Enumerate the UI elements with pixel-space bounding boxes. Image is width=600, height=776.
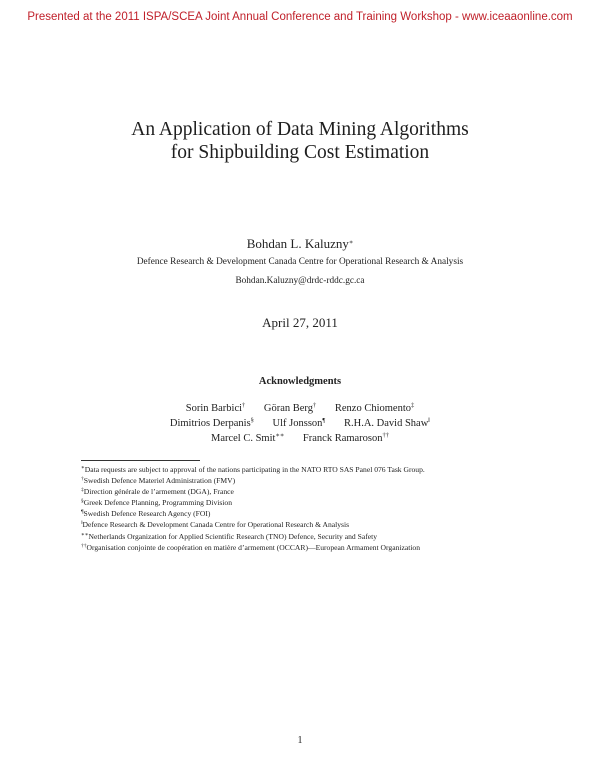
ack-name: R.H.A. David Shaw‖: [344, 417, 431, 429]
author-email: Bohdan.Kaluzny@drdc-rddc.gc.ca: [235, 276, 365, 286]
paper-date: April 27, 2011: [262, 315, 338, 330]
acknowledgments-row-3: [0, 433, 600, 444]
acknowledgments-row-1: [0, 403, 600, 414]
ack-name: Göran Berg†: [263, 402, 317, 414]
acknowledgments-heading: Acknowledgments: [258, 376, 342, 387]
conference-banner: Presented at the 2011 ISPA/SCEA Joint Annual Conference and Training Workshop - www.iceaaonline.com: [27, 11, 573, 23]
footnote: ‖Defence Research & Development Canada Centre for Operational Research & Analysis: [81, 520, 350, 530]
author-name: Bohdan L. Kaluzny: [246, 236, 349, 251]
ack-name: Renzo Chiomento‡: [334, 402, 415, 414]
acknowledgments-row-2: [0, 418, 600, 429]
ack-name: Marcel C. Smit∗∗: [210, 432, 285, 444]
author: [0, 236, 600, 252]
footnote: ∗∗Netherlands Organization for Applied Scientific Research (TNO) Defence, Security and Safety: [81, 531, 378, 541]
footnote: §Greek Defence Planning, Programming Division: [81, 498, 233, 508]
footnote: ¶Swedish Defence Research Agency (FOI): [81, 509, 211, 519]
footnote-rule: [81, 460, 200, 461]
footnote: ††Organisation conjointe de coopération en matière d’armement (OCCAR)—European Armament Organization: [81, 542, 421, 552]
ack-name: Dimitrios Derpanis§: [169, 417, 254, 429]
author-footnote-mark: ∗: [348, 239, 354, 246]
footnotes: [81, 464, 581, 553]
ack-name: Franck Ramaroson††: [302, 432, 390, 444]
paper-title: [0, 118, 600, 164]
ack-name: Ulf Jonsson¶: [272, 417, 326, 429]
footnote: ∗Data requests are subject to approval of the nations participating in the NATO RTO SAS Panel 076 Task Group.: [81, 465, 425, 474]
affiliation: Defence Research & Development Canada Centre for Operational Research & Analysis: [136, 257, 464, 267]
footnote: ‡Direction générale de l’armement (DGA), France: [81, 487, 234, 497]
title-line-1: An Application of Data Mining Algorithms: [131, 119, 469, 140]
footnote: †Swedish Defence Materiel Administration (FMV): [81, 476, 236, 486]
title-line-2: for Shipbuilding Cost Estimation: [170, 142, 430, 163]
ack-name: Sorin Barbici†: [185, 402, 246, 414]
page-number: 1: [297, 735, 303, 746]
